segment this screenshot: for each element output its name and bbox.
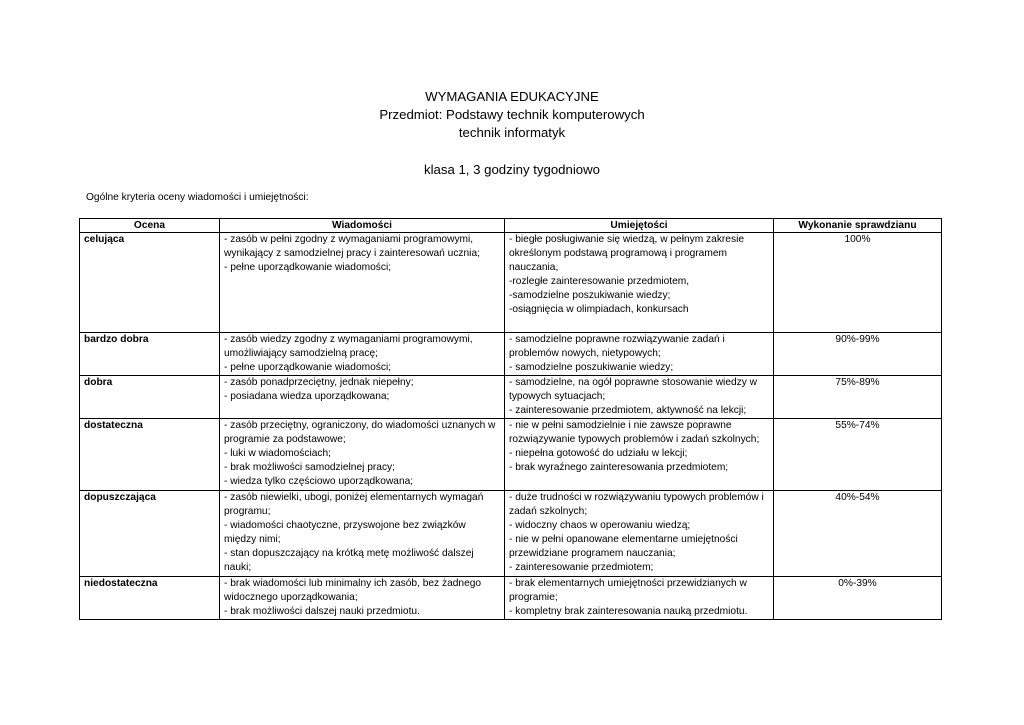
result-cell: 0%-39% xyxy=(774,577,942,620)
skills-text: - brak elementarnych umiejętności przewidzianych w programie; - kompletny brak zainteresowania nauką przedmiotu. xyxy=(509,578,748,617)
skills-text: - samodzielne, na ogół poprawne stosowanie wiedzy w typowych sytuacjach; - zainteresowanie przedmiotem, aktywność na lekcji; xyxy=(509,377,758,416)
knowledge-cell xyxy=(220,233,505,333)
table-row xyxy=(80,419,942,491)
grade-cell: niedostateczna xyxy=(80,577,220,620)
result-cell: 75%-89% xyxy=(774,376,942,419)
skills-text: - samodzielne poprawne rozwiązywanie zadań i problemów nowych, nietypowych; - samodzielne poszukiwanie wiedzy; xyxy=(509,334,725,373)
skills-text: - duże trudności w rozwiązywaniu typowych problemów i zadań szkolnych; - widoczny chaos w operowaniu wiedzą; - nie w pełni opanowane elementarne umiejętności przewidziane programem nauczania; - zainteresowanie przedmiotem; xyxy=(509,492,764,573)
table-row xyxy=(80,376,942,419)
column-header-grade: Ocena xyxy=(80,219,220,233)
knowledge-text: - zasób ponadprzeciętny, jednak niepełny; - posiadana wiedza uporządkowana; xyxy=(224,377,414,402)
skills-cell xyxy=(505,577,774,620)
knowledge-text: - zasób przeciętny, ograniczony, do wiadomości uznanych w programie za podstawowe; - luki w wiadomościach; - brak możliwości samodzielnej pracy; - wiedza tylko częściowo uporządkowana; xyxy=(224,420,496,487)
subject-line: Przedmiot: Podstawy technik komputerowych xyxy=(379,107,645,122)
column-header-knowledge: Wiadomości xyxy=(220,219,505,233)
skills-cell xyxy=(505,419,774,491)
knowledge-cell xyxy=(220,577,505,620)
knowledge-text: - zasób niewielki, ubogi, poniżej elementarnych wymagań programu; - wiadomości chaotyczne, przyswojone bez związków między nimi; - stan dopuszczający na krótką metę możliwość dalszej nauki; xyxy=(224,492,484,573)
knowledge-cell xyxy=(220,333,505,376)
profession-line: technik informatyk xyxy=(458,125,566,140)
grading-criteria-table xyxy=(79,218,942,620)
criteria-intro: Ogólne kryteria oceny wiadomości i umiejętności: xyxy=(86,192,309,203)
skills-cell xyxy=(505,333,774,376)
table-row xyxy=(80,577,942,620)
knowledge-cell xyxy=(220,419,505,491)
skills-cell xyxy=(505,491,774,577)
result-cell: 90%-99% xyxy=(774,333,942,376)
result-cell: 100% xyxy=(774,233,942,333)
grade-cell: celująca xyxy=(80,233,220,333)
knowledge-text: - zasób w pełni zgodny z wymaganiami programowymi, wynikający z samodzielnej pracy i zainteresowań ucznia; - pełne uporządkowanie wiadomości; xyxy=(224,234,480,273)
column-header-test-result: Wykonanie sprawdzianu xyxy=(774,219,942,233)
class-info: klasa 1, 3 godziny tygodniowo xyxy=(424,162,600,177)
knowledge-cell xyxy=(220,491,505,577)
grade-cell: dopuszczająca xyxy=(80,491,220,577)
table-row xyxy=(80,491,942,577)
grade-cell: dobra xyxy=(80,376,220,419)
grade-cell: bardzo dobra xyxy=(80,333,220,376)
table-header-row xyxy=(80,219,942,233)
knowledge-text: - zasób wiedzy zgodny z wymaganiami programowymi, umożliwiający samodzielną pracę; - pełne uporządkowanie wiadomości; xyxy=(224,334,473,373)
table-row xyxy=(80,333,942,376)
skills-cell xyxy=(505,233,774,333)
table-row xyxy=(80,233,942,333)
skills-text: - biegłe posługiwanie się wiedzą, w pełnym zakresie określonym podstawą programową i programem nauczania, -rozległe zainteresowanie przedmiotem, -samodzielne poszukiwanie wiedzy; -osiągnięcia w olimpiadach, konkursach xyxy=(509,234,744,315)
document-title: WYMAGANIA EDUKACYJNE xyxy=(425,89,599,104)
skills-cell xyxy=(505,376,774,419)
result-cell: 40%-54% xyxy=(774,491,942,577)
result-cell: 55%-74% xyxy=(774,419,942,491)
grade-cell: dostateczna xyxy=(80,419,220,491)
skills-text: - nie w pełni samodzielnie i nie zawsze poprawne rozwiązywanie typowych problemów i zadań szkolnych; - niepełna gotowość do udziału w lekcji; - brak wyraźnego zainteresowania przedmiotem; xyxy=(509,420,760,473)
document-header xyxy=(0,88,1024,179)
column-header-skills: Umiejętości xyxy=(505,219,774,233)
knowledge-text: - brak wiadomości lub minimalny ich zasób, bez żadnego widocznego uporządkowania; - brak możliwości dalszej nauki przedmiotu. xyxy=(224,578,482,617)
knowledge-cell xyxy=(220,376,505,419)
